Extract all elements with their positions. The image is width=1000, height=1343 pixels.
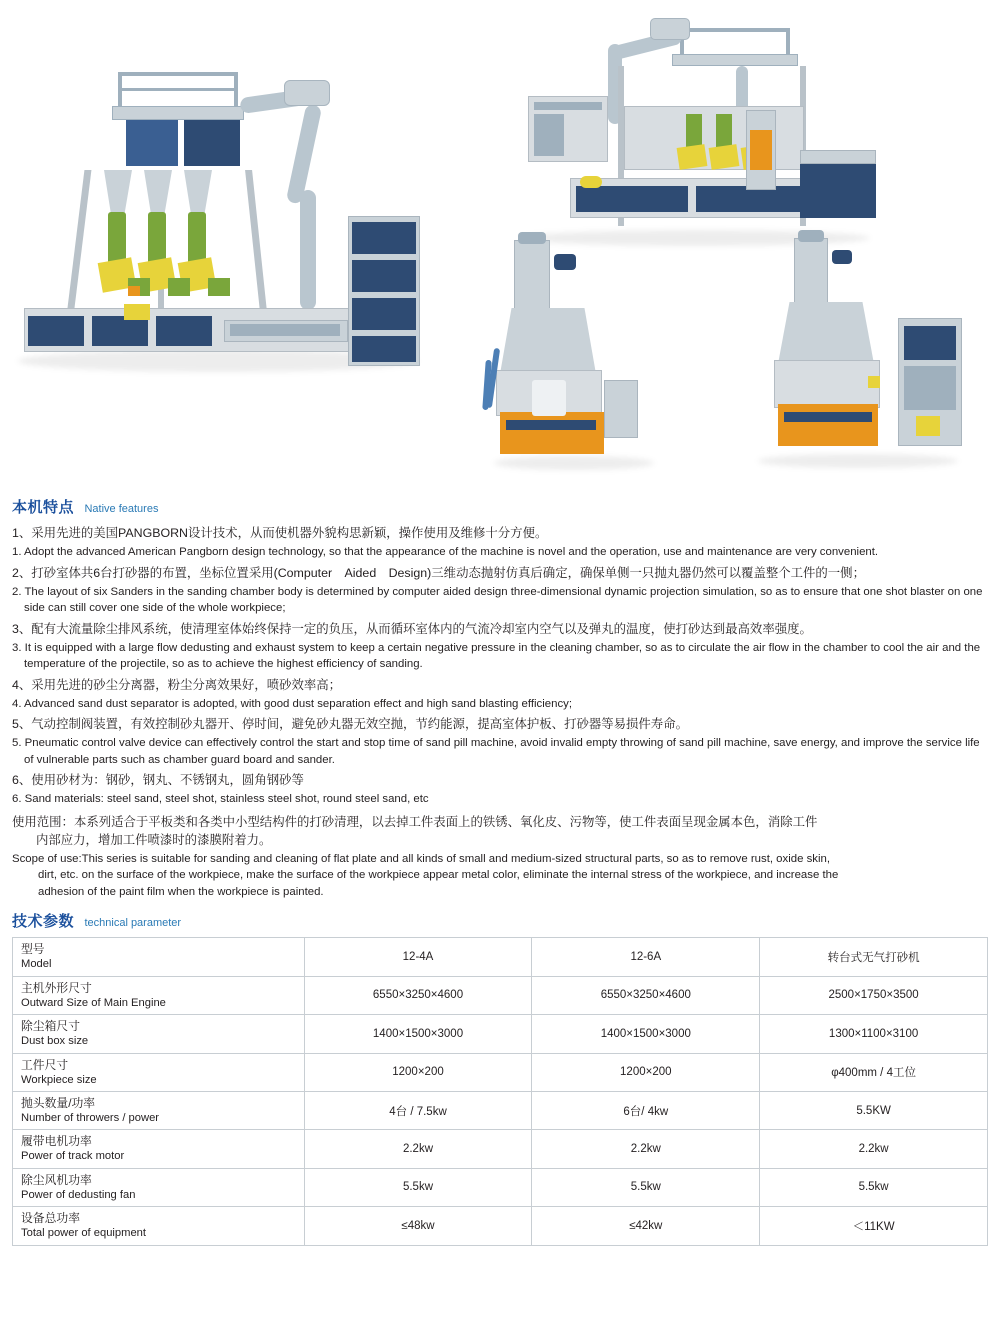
row-label-cn: 工件尺寸 [21,1057,69,1072]
table-row [13,1053,988,1091]
row-value: 5.5kw [304,1168,532,1206]
feature-item-cn: 6、使用砂材为：钢砂，钢丸、不锈钢丸，圆角钢砂等 [12,773,304,788]
table-row [13,1168,988,1206]
feature-item-en: 1. Adopt the advanced American Pangborn design technology, so that the appearance of the machine is novel and the operation, use and maintenance are very convenient. [12,545,879,558]
row-label-en: Dust box size [21,1035,89,1048]
row-value: ≤48kw [304,1207,532,1245]
scope-en-line1: Scope of use:This series is suitable for sanding and cleaning of flat plate and all kinds of small and medium-sized structural parts, so as to remove rust, oxide skin, [12,852,831,865]
scope-cn-line2: 内部应力，增加工件喷漆时的漆膜附着力。 [36,832,272,847]
row-value: 2500×1750×3500 [760,976,988,1014]
row-label-cn: 设备总功率 [21,1211,80,1226]
row-value: 1300×1100×3100 [760,1015,988,1053]
row-label-cn: 型号 [21,942,45,957]
row-value: 2.2kw [304,1130,532,1168]
scope-of-use-cn [12,814,988,850]
feature-item-en: 4. Advanced sand dust separator is adopted, with good dust separation effect and high sand blasting efficiency; [12,697,572,710]
row-label-cn: 除尘风机功率 [21,1172,92,1187]
row-label [13,976,305,1014]
feature-item-en: 5. Pneumatic control valve device can effectively control the start and stop time of sand pill machine, avoid invalid empty throwing of sand pill machine, save energy, and improve the service life of vulnerable parts such as chamber guard board and sander. [12,737,980,766]
row-label-cn: 除尘箱尺寸 [21,1019,80,1034]
table-row [13,976,988,1014]
row-label-en: Power of track motor [21,1150,125,1163]
feature-item-cn: 2、打砂室体共6台打砂器的布置，坐标位置采用(Computer Aided Design)三维动态抛射仿真后确定，确保单侧一只抛丸器仍然可以覆盖整个工件的一侧； [12,565,865,580]
scope-cn-line1: 使用范围：本系列适合于平板类和各类中小型结构件的打砂清理，以去掉工件表面上的铁锈、氧化皮、污物等，使工件表面呈现金属本色，消除工件 [12,814,818,829]
row-value: ＜11KW [760,1207,988,1245]
row-value: ≤42kw [532,1207,760,1245]
table-row [13,1091,988,1129]
row-label-en: Total power of equipment [21,1227,147,1240]
row-label [13,1015,305,1053]
feature-item-en: 3. It is equipped with a large flow dedusting and exhaust system to keep a certain negative pressure in the cleaning chamber, so as to circulate the air flow in the chamber to cool the air and the temperature of the projectile, so as to achieve the highest efficiency of sanding. [12,641,981,671]
row-label-cn: 抛头数量/功率 [21,1095,96,1110]
row-value: φ400mm / 4工位 [760,1053,988,1091]
features-heading-cn: 本机特点 [12,499,75,516]
row-label-cn: 履带电机功率 [21,1134,92,1149]
table-row [13,1015,988,1053]
machine-photo-large-line [8,20,428,390]
parameters-heading-en: technical parameter [84,917,182,930]
row-label [13,1207,305,1245]
scope-en-line2: dirt, etc. on the surface of the workpiece, make the surface of the workpiece appear metal color, eliminate the internal stress of the workpiece, and increase the [38,869,839,882]
row-value: 6台/ 4kw [532,1091,760,1129]
product-image-gallery [0,0,1000,490]
feature-item-cn: 5、气动控制阀装置，有效控制砂丸器开、停时间，避免砂丸器无效空抛，节约能源，提高室体护板、打砂器等易损件寿命。 [12,717,688,732]
row-value: 1200×200 [532,1053,760,1091]
machine-photo-rotary-with-panel [740,230,975,480]
feature-item-en: 2. The layout of six Sanders in the sanding chamber body is determined by computer aided design three-dimensional dynamic projection simulation, so as to ensure that one shot blaster on one side can still cover one side of the whole workpiece; [12,585,983,615]
machine-photo-twin-cabinet [500,10,900,255]
features-heading-en: Native features [84,503,159,515]
feature-item-cn: 4、采用先进的砂尘分离器，粉尘分离效果好，喷砂效率高； [12,677,342,692]
table-row [13,1207,988,1245]
row-value: 2.2kw [760,1130,988,1168]
row-value: 6550×3250×4600 [532,976,760,1014]
row-label [13,1168,305,1206]
parameters-heading-cn: 技术参数 [12,913,75,931]
row-label [13,1053,305,1091]
specification-table [12,937,988,1245]
row-value: 2.2kw [532,1130,760,1168]
feature-item-cn: 3、配有大流量除尘排风系统，使清理室体始终保持一定的负压，从而循环室体内的气流冷却室内空气以及弹丸的温度，使打砂达到最高效率强度。 [12,621,812,636]
table-row [13,1130,988,1168]
feature-item-en: 6. Sand materials: steel sand, steel shot, stainless steel shot, round steel sand, etc [12,793,429,806]
row-value: 12-4A [304,938,532,976]
row-value: 4台 / 7.5kw [304,1091,532,1129]
parameters-heading [0,910,1000,931]
feature-item-cn: 1、采用先进的美国PANGBORN设计技术，从而使机器外貌构思新颖，操作使用及维修十分方便。 [12,526,548,540]
scope-of-use-en [12,851,988,901]
row-value: 1400×1500×3000 [532,1015,760,1053]
row-label [13,1091,305,1129]
row-label-en: Power of dedusting fan [21,1188,136,1201]
row-value: 1200×200 [304,1053,532,1091]
row-label [13,1130,305,1168]
row-label-en: Model [21,958,52,971]
features-list [0,517,1000,900]
row-label-en: Workpiece size [21,1073,97,1086]
scope-en-line3: adhesion of the paint film when the workpiece is painted. [38,885,324,898]
row-value: 5.5kw [760,1168,988,1206]
row-value: 1400×1500×3000 [304,1015,532,1053]
row-value: 5.5KW [760,1091,988,1129]
row-label [13,938,305,976]
row-label-cn: 主机外形尺寸 [21,980,92,995]
table-row [13,938,988,976]
machine-photo-rotary-cabinet [470,230,690,480]
row-value: 转台式无气打砂机 [760,938,988,976]
features-heading [0,496,1000,517]
row-label-en: Outward Size of Main Engine [21,996,166,1009]
row-value: 12-6A [532,938,760,976]
row-label-en: Number of throwers / power [21,1112,160,1125]
row-value: 5.5kw [532,1168,760,1206]
row-value: 6550×3250×4600 [304,976,532,1014]
